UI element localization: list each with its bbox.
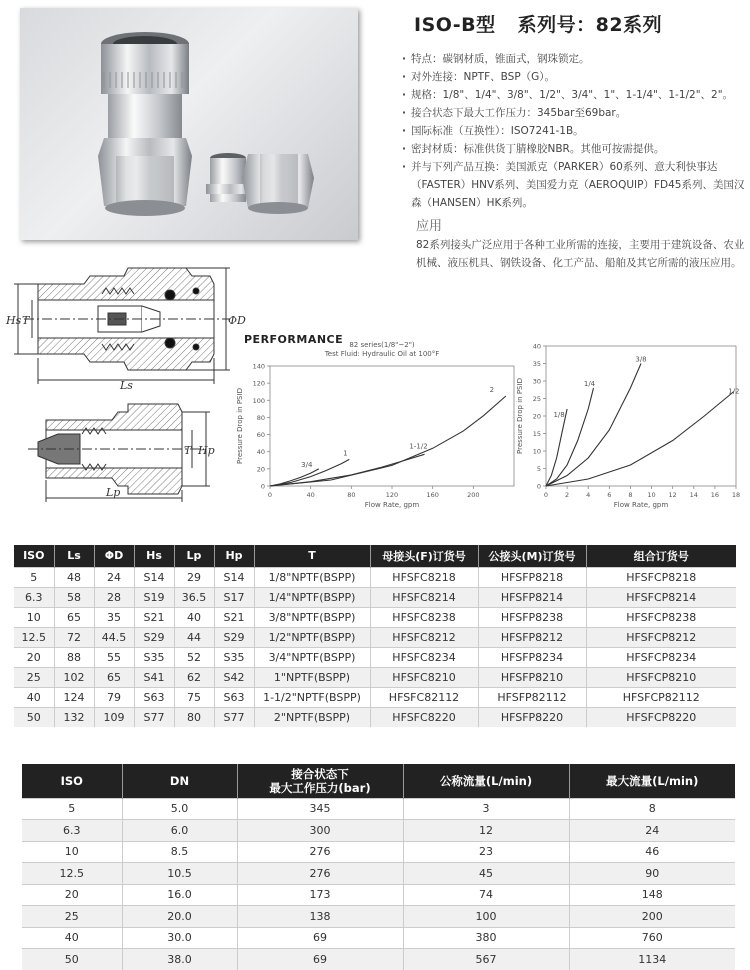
table-cell: HFSFP8234 <box>478 647 586 667</box>
y-tick-label: 30 <box>533 378 541 386</box>
table-cell: 1134 <box>569 949 735 970</box>
dim-hs-label: Hs <box>5 314 22 327</box>
table-cell: HFSFCP8238 <box>586 607 736 627</box>
performance-heading: PERFORMANCE <box>244 333 343 346</box>
y-tick-label: 0 <box>537 483 541 491</box>
column-header: Lp <box>174 545 214 567</box>
column-header: 接合状态下 最大工作压力(bar) <box>237 764 403 798</box>
y-tick-label: 15 <box>533 430 541 438</box>
model-title: ISO-B型 <box>414 14 496 36</box>
table-cell: 36.5 <box>174 587 214 607</box>
column-header: 组合订货号 <box>586 545 736 567</box>
y-tick-label: 35 <box>533 360 541 368</box>
table-cell: 50 <box>22 949 122 970</box>
table-cell: S63 <box>134 687 174 707</box>
table-cell: 345 <box>237 798 403 820</box>
table-cell: 5 <box>22 798 122 820</box>
table-cell: 148 <box>569 884 735 906</box>
page-title <box>414 10 662 37</box>
x-tick-label: 8 <box>628 491 632 499</box>
column-header: 母接头(F)订货号 <box>370 545 478 567</box>
table-cell: 5 <box>14 567 54 587</box>
column-header: ISO <box>22 764 122 798</box>
table-cell: HFSFC8218 <box>370 567 478 587</box>
table-cell: 567 <box>403 949 569 970</box>
spec-item: · 对外连接：NPTF、BSP（G）。 <box>402 68 747 86</box>
y-tick-label: 0 <box>261 483 265 491</box>
table-cell: 55 <box>94 647 134 667</box>
spec-item: · 规格：1/8"、1/4"、3/8"、1/2"、3/4"、1"、1-1/4"、1-1/2"、2"。 <box>402 86 747 104</box>
table-cell: S41 <box>134 667 174 687</box>
table-cell: HFSFC8234 <box>370 647 478 667</box>
table-cell: 3/4"NPTF(BSPP) <box>254 647 370 667</box>
x-tick-label: 160 <box>426 491 438 499</box>
table-cell: 48 <box>54 567 94 587</box>
y-tick-label: 140 <box>253 363 265 371</box>
x-tick-label: 12 <box>669 491 677 499</box>
x-tick-label: 40 <box>307 491 315 499</box>
table-cell: 10 <box>22 841 122 863</box>
performance-chart-large <box>236 340 526 520</box>
table-cell: S35 <box>134 647 174 667</box>
series-label: 1-1/2 <box>409 442 427 450</box>
dim-lp-label: Lp <box>105 486 120 499</box>
table-row <box>22 820 735 842</box>
table-cell: 24 <box>569 820 735 842</box>
x-tick-label: 6 <box>607 491 611 499</box>
table-cell: S77 <box>134 707 174 727</box>
table-cell: 1/8"NPTF(BSPP) <box>254 567 370 587</box>
table-cell: S29 <box>214 627 254 647</box>
table-cell: 30.0 <box>122 927 237 949</box>
y-axis-label: Pressure Drop in PSID <box>236 388 244 464</box>
table-cell: S77 <box>214 707 254 727</box>
x-tick-label: 14 <box>690 491 698 499</box>
table-row <box>14 607 736 627</box>
table-cell: HFSFC8238 <box>370 607 478 627</box>
y-tick-label: 40 <box>533 343 541 351</box>
table-row <box>22 949 735 970</box>
column-header: ΦD <box>94 545 134 567</box>
application-text: 82系列接头广泛应用于各种工业所需的连接，主要用于建筑设备、农业机械、液压机具、钢铁设备、化工产品、船舶及其它所需的液压应用。 <box>416 236 746 272</box>
table-cell: 50 <box>14 707 54 727</box>
column-header: ISO <box>14 545 54 567</box>
table-cell: S14 <box>134 567 174 587</box>
table-cell: 276 <box>237 863 403 885</box>
x-tick-label: 2 <box>565 491 569 499</box>
table-cell: 20 <box>22 884 122 906</box>
table-cell: 276 <box>237 841 403 863</box>
table-row <box>14 627 736 647</box>
y-tick-label: 20 <box>257 465 265 473</box>
application-heading: 应用 <box>416 215 442 234</box>
table-cell: 10.5 <box>122 863 237 885</box>
column-header: Hp <box>214 545 254 567</box>
series-label: 1/8 <box>553 411 564 419</box>
series-label: 2 <box>490 386 494 394</box>
table-row <box>14 687 736 707</box>
spec-item: · 密封材质：标准供货丁腈橡胶NBR。其他可按需提供。 <box>402 140 747 158</box>
x-tick-label: 200 <box>467 491 479 499</box>
table-cell: HFSFC82112 <box>370 687 478 707</box>
table-cell: 52 <box>174 647 214 667</box>
table-cell: S19 <box>134 587 174 607</box>
table-cell: 80 <box>174 707 214 727</box>
x-axis-label: Flow Rate, gpm <box>365 501 420 509</box>
coupling-photo-illustration <box>20 8 358 240</box>
table-cell: 44.5 <box>94 627 134 647</box>
y-tick-label: 100 <box>253 397 265 405</box>
table-cell: 12 <box>403 820 569 842</box>
table-cell: HFSFP8210 <box>478 667 586 687</box>
table-cell: 102 <box>54 667 94 687</box>
table-cell: S14 <box>214 567 254 587</box>
table-cell: 79 <box>94 687 134 707</box>
table-cell: 8.5 <box>122 841 237 863</box>
table-cell: 65 <box>94 667 134 687</box>
table-cell: 40 <box>174 607 214 627</box>
table-cell: HFSFCP82112 <box>586 687 736 707</box>
dim-t-label: T <box>22 314 31 327</box>
spec-item: · 并与下列产品互换：美国派克（PARKER）60系列、意大利快事达（FASTER）HNV系列、美国爱力克（AEROQUIP）FD45系列、美国汉森（HANSEN）HK系列。 <box>402 158 747 212</box>
table-cell: HFSFP82112 <box>478 687 586 707</box>
table-cell: 300 <box>237 820 403 842</box>
x-tick-label: 4 <box>586 491 590 499</box>
table-cell: 28 <box>94 587 134 607</box>
y-axis-label: Pressure Drop in PSID <box>516 378 524 454</box>
column-header: 公接头(M)订货号 <box>478 545 586 567</box>
table-row <box>14 667 736 687</box>
x-tick-label: 16 <box>711 491 719 499</box>
series-title: 系列号：82系列 <box>518 14 662 36</box>
x-tick-label: 0 <box>268 491 272 499</box>
table-cell: 45 <box>403 863 569 885</box>
table-cell: 75 <box>174 687 214 707</box>
table-cell: S42 <box>214 667 254 687</box>
y-tick-label: 25 <box>533 395 541 403</box>
column-header: 公称流量(L/min) <box>403 764 569 798</box>
table-cell: HFSFCP8212 <box>586 627 736 647</box>
table-cell: 2"NPTF(BSPP) <box>254 707 370 727</box>
x-tick-label: 18 <box>732 491 740 499</box>
table-cell: 40 <box>22 927 122 949</box>
table-cell: HFSFP8238 <box>478 607 586 627</box>
x-tick-label: 0 <box>544 491 548 499</box>
table-cell: 1/2"NPTF(BSPP) <box>254 627 370 647</box>
column-header: Ls <box>54 545 94 567</box>
table-cell: S35 <box>214 647 254 667</box>
dim-ls-label: Ls <box>119 379 133 392</box>
series-label: 3/4 <box>301 461 313 469</box>
table-cell: 5.0 <box>122 798 237 820</box>
table-cell: HFSFCP8218 <box>586 567 736 587</box>
table-cell: 6.3 <box>22 820 122 842</box>
table-cell: 38.0 <box>122 949 237 970</box>
plot-frame <box>546 346 736 486</box>
table-cell: 10 <box>14 607 54 627</box>
table-cell: HFSFP8214 <box>478 587 586 607</box>
table-cell: 90 <box>569 863 735 885</box>
dim-t-label: T <box>184 444 193 457</box>
series-label: 1 <box>343 449 347 457</box>
spec-item: · 接合状态下最大工作压力：345bar至69bar。 <box>402 104 747 122</box>
table-cell: HFSFP8212 <box>478 627 586 647</box>
table-cell: 8 <box>569 798 735 820</box>
table-cell: 6.0 <box>122 820 237 842</box>
table-cell: 138 <box>237 906 403 928</box>
x-tick-label: 80 <box>347 491 355 499</box>
dim-hp-label: Hp <box>197 444 215 457</box>
chart-subtitle: Test Fluid: Hydraulic Oil at 100°F <box>324 350 440 358</box>
spec-list <box>402 50 747 212</box>
table-cell: 72 <box>54 627 94 647</box>
table-cell: 12.5 <box>14 627 54 647</box>
table-cell: S21 <box>214 607 254 627</box>
male-plug-drawing <box>28 398 218 506</box>
product-photo <box>20 8 358 240</box>
table-cell: S29 <box>134 627 174 647</box>
table-row <box>22 841 735 863</box>
table-cell: 173 <box>237 884 403 906</box>
table-cell: HFSFC8212 <box>370 627 478 647</box>
series-line <box>546 409 567 486</box>
x-tick-label: 120 <box>386 491 398 499</box>
table-cell: 24 <box>94 567 134 587</box>
table-cell: 25 <box>22 906 122 928</box>
table-cell: HFSFC8210 <box>370 667 478 687</box>
table-cell: HFSFCP8220 <box>586 707 736 727</box>
table-cell: HFSFCP8210 <box>586 667 736 687</box>
series-label: 1/2 <box>728 388 739 396</box>
dimension-table <box>14 545 736 727</box>
table-cell: 1"NPTF(BSPP) <box>254 667 370 687</box>
table-cell: 6.3 <box>14 587 54 607</box>
table-cell: HFSFC8214 <box>370 587 478 607</box>
table-cell: 1-1/2"NPTF(BSPP) <box>254 687 370 707</box>
series-line <box>546 392 734 487</box>
table-cell: 35 <box>94 607 134 627</box>
table-cell: HFSFCP8234 <box>586 647 736 667</box>
table-row <box>14 567 736 587</box>
table-cell: 12.5 <box>22 863 122 885</box>
table-cell: S63 <box>214 687 254 707</box>
table-cell: 380 <box>403 927 569 949</box>
x-tick-label: 10 <box>647 491 655 499</box>
table-row <box>22 906 735 928</box>
x-axis-label: Flow Rate, gpm <box>614 501 669 509</box>
y-tick-label: 10 <box>533 448 541 456</box>
table-cell: 74 <box>403 884 569 906</box>
table-row <box>14 707 736 727</box>
table-row <box>22 798 735 820</box>
spec-item: · 特点：碳钢材质，锥面式，钢珠锁定。 <box>402 50 747 68</box>
y-tick-label: 5 <box>537 465 541 473</box>
table-cell: 200 <box>569 906 735 928</box>
table-cell: 760 <box>569 927 735 949</box>
spec-item: · 国际标准（互换性）：ISO7241-1B。 <box>402 122 747 140</box>
table-cell: 23 <box>403 841 569 863</box>
table-cell: 1/4"NPTF(BSPP) <box>254 587 370 607</box>
table-row <box>22 884 735 906</box>
table-cell: 132 <box>54 707 94 727</box>
table-cell: 3/8"NPTF(BSPP) <box>254 607 370 627</box>
table-cell: HFSFP8218 <box>478 567 586 587</box>
chart-title: 82 series(1/8"~2") <box>349 341 415 349</box>
series-line <box>270 396 506 486</box>
table-cell: HFSFCP8214 <box>586 587 736 607</box>
table-cell: S21 <box>134 607 174 627</box>
table-cell: 29 <box>174 567 214 587</box>
table-cell: 88 <box>54 647 94 667</box>
table-cell: 20.0 <box>122 906 237 928</box>
column-header: T <box>254 545 370 567</box>
table-cell: 69 <box>237 927 403 949</box>
performance-chart-small <box>516 340 748 520</box>
table-cell: S17 <box>214 587 254 607</box>
table-row <box>14 587 736 607</box>
table-cell: 124 <box>54 687 94 707</box>
table-cell: 25 <box>14 667 54 687</box>
series-label: 3/8 <box>635 356 646 364</box>
table-cell: 16.0 <box>122 884 237 906</box>
table-row <box>22 863 735 885</box>
table-cell: HFSFP8220 <box>478 707 586 727</box>
column-header: DN <box>122 764 237 798</box>
table-cell: 44 <box>174 627 214 647</box>
flow-table <box>22 764 735 970</box>
table-cell: HFSFC8220 <box>370 707 478 727</box>
table-row <box>14 647 736 667</box>
column-header: Hs <box>134 545 174 567</box>
table-row <box>22 927 735 949</box>
y-tick-label: 20 <box>533 413 541 421</box>
table-cell: 109 <box>94 707 134 727</box>
series-label: 1/4 <box>584 380 596 388</box>
y-tick-label: 40 <box>257 448 265 456</box>
table-cell: 69 <box>237 949 403 970</box>
table-cell: 20 <box>14 647 54 667</box>
table-cell: 3 <box>403 798 569 820</box>
table-cell: 100 <box>403 906 569 928</box>
female-coupler-drawing <box>4 262 240 390</box>
y-tick-label: 60 <box>257 431 265 439</box>
dim-d-label: ΦD <box>228 314 246 327</box>
table-cell: 62 <box>174 667 214 687</box>
y-tick-label: 80 <box>257 414 265 422</box>
y-tick-label: 120 <box>253 380 265 388</box>
table-cell: 58 <box>54 587 94 607</box>
table-cell: 65 <box>54 607 94 627</box>
column-header: 最大流量(L/min) <box>569 764 735 798</box>
table-cell: 46 <box>569 841 735 863</box>
table-cell: 40 <box>14 687 54 707</box>
